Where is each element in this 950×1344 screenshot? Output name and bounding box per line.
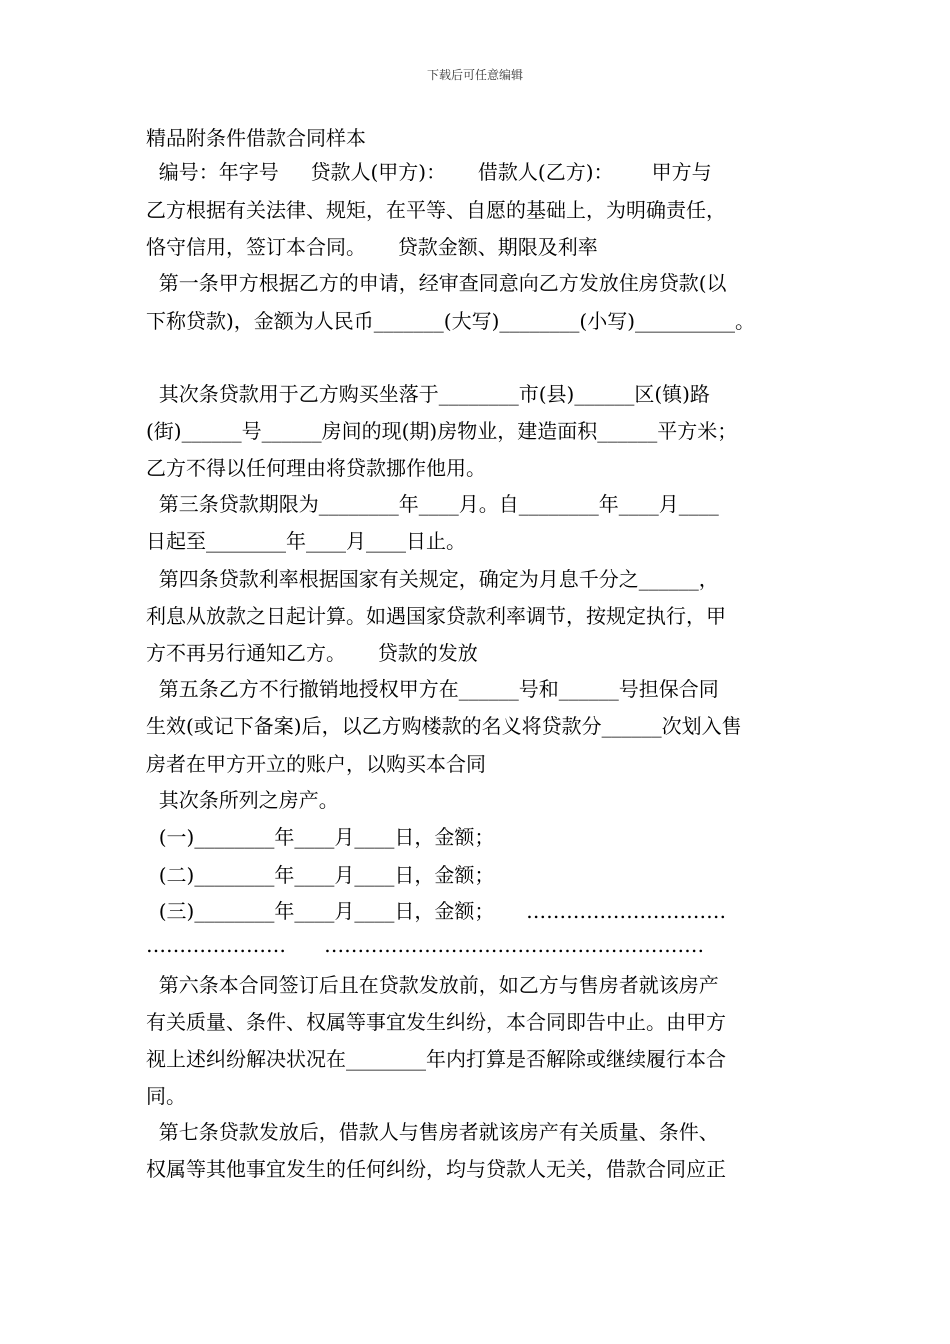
text-line: 同。	[146, 1084, 186, 1108]
text-line: (一)________年____月____日，金额；	[146, 825, 495, 849]
text-line: 其次条所列之房产。	[146, 788, 339, 812]
text-line: 恪守信用，签订本合同。 贷款金额、期限及利率	[146, 235, 598, 259]
text-line: (三)________年____月____日，金额； …………………………	[146, 899, 727, 923]
text-line: 生效(或记下备案)后，以乙方购楼款的名义将贷款分______次划入售	[146, 714, 742, 738]
text-line: 乙方根据有关法律、规矩，在平等、自愿的基础上，为明确责任，	[146, 198, 726, 222]
text-line: (街)______号______房间的现(期)房物业，建造面积______平方米；	[146, 419, 738, 443]
text-line: 有关质量、条件、权属等事宜发生纠纷，本合同即告中止。由甲方	[146, 1010, 726, 1034]
text-line: ………………… …………………………………………………	[146, 933, 705, 957]
text-line: 第三条贷款期限为________年____月。自________年____月____	[146, 492, 719, 516]
text-line: 第七条贷款发放后，借款人与售房者就该房产有关质量、条件、	[146, 1120, 719, 1144]
text-line: 其次条贷款用于乙方购买坐落于________市(县)______区(镇)路	[146, 382, 710, 406]
text-line: 视上述纠纷解决状况在________年内打算是否解除或继续履行本合	[146, 1047, 726, 1071]
text-line: 利息从放款之日起计算。如遇国家贷款利率调节，按规定执行，甲	[146, 604, 726, 628]
text-line: 下称贷款)，金额为人民币_______(大写)________(小写)__________。	[146, 309, 756, 333]
page-header: 下载后可任意编辑	[426, 68, 523, 82]
text-line: 乙方不得以任何理由将贷款挪作他用。	[146, 456, 486, 480]
text-line: 第六条本合同签订后且在贷款发放前，如乙方与售房者就该房产	[146, 973, 719, 997]
text-line: 方不再另行通知乙方。 贷款的发放	[146, 641, 478, 665]
text-line: 第五条乙方不行撤销地授权甲方在______号和______号担保合同	[146, 677, 719, 701]
text-line: 权属等其他事宜发生的任何纠纷，均与贷款人无关，借款合同应正	[146, 1157, 726, 1181]
text-line: 第四条贷款利率根据国家有关规定，确定为月息千分之______，	[146, 567, 719, 591]
text-line: 第一条甲方根据乙方的申请，经审查同意向乙方发放住房贷款(以	[146, 271, 727, 295]
text-line: 编号：年字号 贷款人(甲方)： 借款人(乙方)： 甲方与	[146, 160, 712, 184]
document-title: 精品附条件借款合同样本	[146, 126, 366, 150]
text-line: 房者在甲方开立的账户，以购买本合同	[146, 752, 486, 776]
text-line: (二)________年____月____日，金额；	[146, 863, 495, 887]
text-line: 日起至________年____月____日止。	[146, 529, 466, 553]
